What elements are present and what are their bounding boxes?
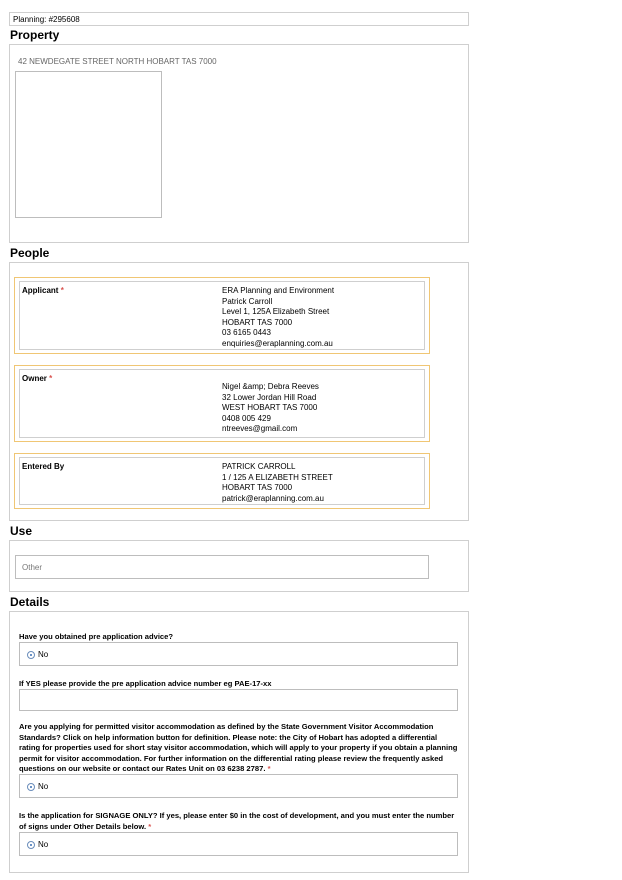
use-heading: Use	[10, 524, 33, 538]
property-address: 42 NEWDEGATE STREET NORTH HOBART TAS 7000	[18, 57, 217, 66]
planning-id: Planning: #295608	[13, 15, 80, 24]
property-heading: Property	[10, 28, 60, 42]
applicant-details	[222, 286, 334, 349]
signage-only-field	[19, 832, 458, 856]
use-field[interactable]	[15, 555, 429, 579]
entered-by-line: HOBART TAS 7000	[222, 483, 293, 492]
radio-selected-icon[interactable]	[27, 783, 35, 791]
property-map[interactable]	[15, 71, 162, 218]
property-panel	[9, 44, 469, 243]
entered-by-details	[222, 462, 333, 504]
applicant-line: Level 1, 125A Elizabeth Street	[222, 307, 330, 316]
people-panel	[9, 262, 469, 521]
pre-application-advice-field	[19, 642, 458, 666]
owner-line: Nigel &amp; Debra Reeves	[222, 382, 319, 391]
radio-selected-icon[interactable]	[27, 841, 35, 849]
applicant-card[interactable]	[14, 277, 430, 354]
signage-only-question	[19, 811, 459, 832]
required-marker: *	[60, 286, 64, 295]
visitor-accommodation-option[interactable]	[27, 782, 48, 791]
signage-only-option[interactable]	[27, 840, 48, 849]
signage-only-answer: No	[38, 840, 49, 849]
owner-line: 0408 005 429	[222, 413, 271, 423]
pre-application-number-input[interactable]	[19, 689, 458, 711]
entered-by-line: 1 / 125 A ELIZABETH STREET	[222, 472, 333, 482]
owner-details	[222, 382, 319, 435]
applicant-line: HOBART TAS 7000	[222, 317, 293, 327]
applicant-line: ERA Planning and Environment	[222, 286, 335, 295]
owner-line: ntreeves@gmail.com	[222, 424, 298, 433]
visitor-accommodation-answer: No	[38, 782, 49, 791]
required-marker: *	[267, 764, 271, 773]
visitor-accommodation-field	[19, 774, 458, 798]
pre-application-advice-question: Have you obtained pre application advice?	[19, 632, 174, 641]
pre-application-number-question: If YES please provide the pre application advice number eg PAE-17-xx	[19, 679, 272, 688]
entered-by-line: PATRICK CARROLL	[222, 462, 296, 471]
pre-application-advice-option[interactable]	[27, 650, 48, 659]
required-marker: *	[49, 374, 53, 383]
applicant-line: 03 6165 0443	[222, 328, 271, 337]
entered-by-label: Entered By	[22, 462, 65, 471]
details-heading: Details	[10, 595, 50, 609]
owner-label	[22, 374, 52, 383]
planning-id-bar	[9, 12, 469, 26]
entered-by-card-inner	[19, 457, 425, 505]
signage-only-question-text: Is the application for SIGNAGE ONLY? If yes, please enter $0 in the cost of development, and you must enter the number of signs under Other Details below.	[19, 811, 455, 831]
required-marker: *	[148, 821, 152, 831]
owner-line: 32 Lower Jordan Hill Road	[222, 392, 317, 402]
applicant-label-text: Applicant	[22, 286, 59, 295]
use-value: Other	[22, 563, 43, 572]
pre-application-advice-answer: No	[38, 650, 49, 659]
radio-selected-icon[interactable]	[27, 651, 35, 659]
details-panel	[9, 611, 469, 873]
people-heading: People	[10, 246, 50, 260]
entered-by-card[interactable]	[14, 453, 430, 509]
owner-card-inner	[19, 369, 425, 438]
owner-label-text: Owner	[22, 374, 47, 383]
use-panel	[9, 540, 469, 592]
applicant-card-inner	[19, 281, 425, 350]
visitor-accommodation-question	[19, 722, 459, 775]
applicant-line: enquiries@eraplanning.com.au	[222, 338, 333, 348]
owner-card[interactable]	[14, 365, 430, 442]
owner-line: WEST HOBART TAS 7000	[222, 403, 318, 412]
applicant-line: Patrick Carroll	[222, 296, 273, 306]
applicant-label	[22, 286, 64, 295]
visitor-accommodation-question-text: Are you applying for permitted visitor accommodation as defined by the State Government Visitor Accommodation Standards? Click on help information button for definition. Please note: the City of Hobart has adopted a differential rating for properties used for short stay visitor accommodation, which will apply to your property if you obtain a planning permit for visitor accommodation. For further information on the differential rating please review the frequently asked questions on our website or contact our Rates Unit on 03 6238 2787.	[19, 722, 458, 773]
entered-by-line: patrick@eraplanning.com.au	[222, 493, 324, 503]
